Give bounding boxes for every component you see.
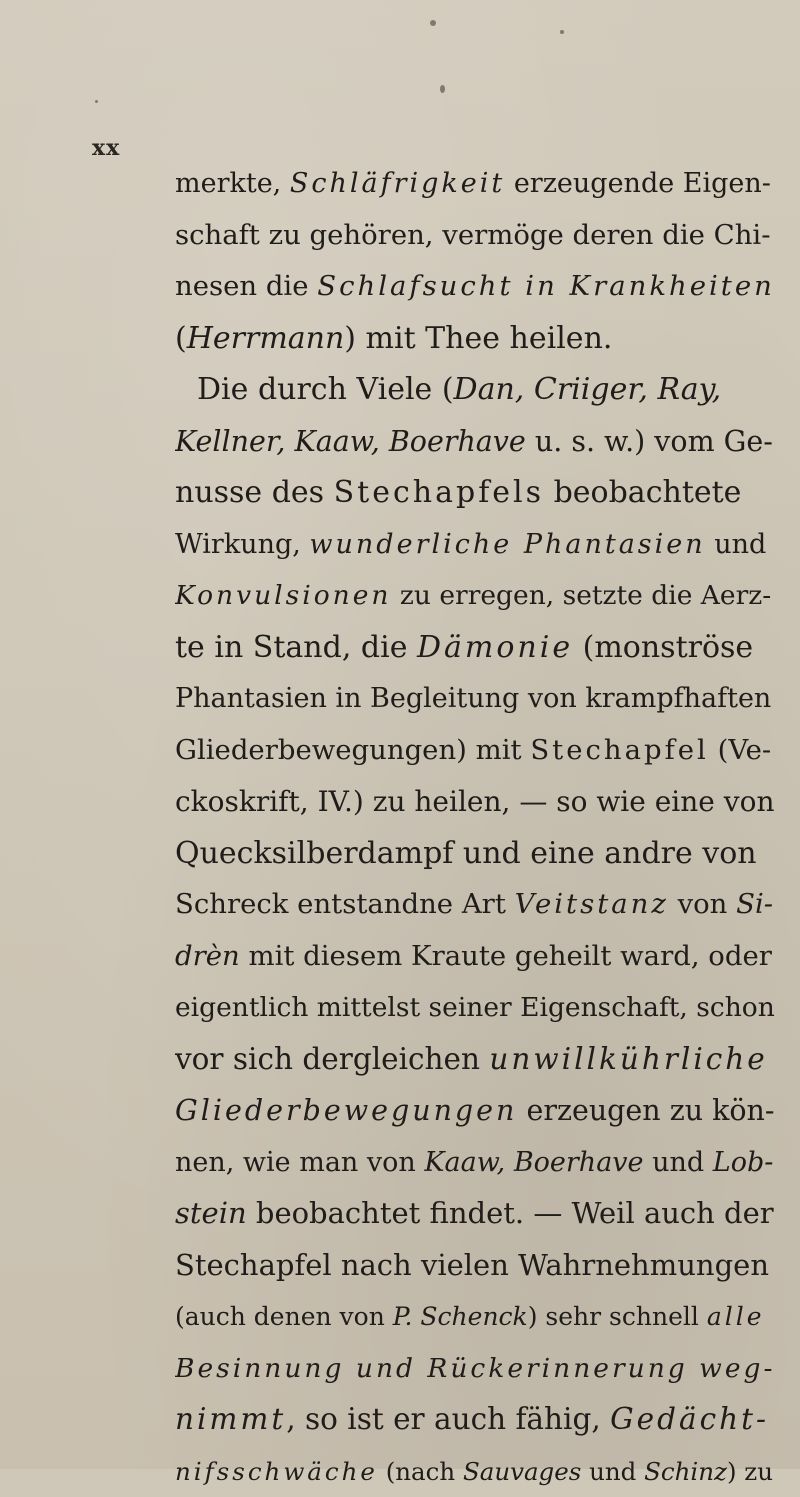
text-segment: Sauvages: [463, 1457, 581, 1486]
text-segment: Dämonie: [417, 630, 573, 665]
text-segment: Gliederbewegungen: [175, 1094, 517, 1127]
text-line: [175, 828, 775, 880]
text-segment: Dan, Criiger, Ray,: [454, 372, 722, 407]
text-segment: Lob-: [713, 1147, 774, 1178]
text-segment: ckoskrift, IV.) zu heilen, — so wie eine von: [175, 785, 774, 818]
text-segment: nen, wie man von: [175, 1147, 424, 1178]
text-line: [175, 1188, 775, 1240]
text-segment: Veitstanz: [515, 888, 669, 920]
text-line: [175, 1446, 775, 1497]
text-segment: (Ve-: [709, 734, 771, 766]
text-segment: mit diesem Kraute geheilt ward, oder: [240, 940, 772, 972]
text-segment: nesen die: [175, 270, 317, 302]
text-segment: ) mit Thee heilen.: [344, 321, 612, 356]
ink-speck: [560, 30, 564, 34]
text-segment: Phantasien in Begleitung von krampfhaften: [175, 683, 771, 714]
text-segment: (nach: [378, 1457, 463, 1486]
text-segment: Stechapfels: [334, 475, 544, 510]
text-line: [175, 1085, 775, 1137]
text-line: [175, 467, 775, 519]
text-segment: Gliederbewegungen) mit: [175, 734, 530, 766]
text-line: [175, 776, 775, 828]
ink-speck: [440, 85, 445, 93]
body-text: [175, 158, 775, 1497]
text-segment: Schreck entstandne Art: [175, 888, 515, 920]
text-segment: stein: [175, 1196, 247, 1230]
text-segment: eigentlich mittelst seiner Eigenschaft, schon: [175, 992, 775, 1023]
text-segment: (monströse: [573, 630, 753, 665]
text-segment: te in Stand, die: [175, 630, 417, 665]
text-segment: nifsschwäche: [175, 1457, 378, 1486]
text-segment: Si-: [736, 888, 773, 920]
text-line: [175, 364, 775, 416]
text-segment: Stechapfel: [530, 734, 709, 766]
text-line: [175, 261, 775, 313]
text-segment: P. Schenck: [393, 1302, 528, 1331]
text-line: [175, 158, 775, 210]
text-segment: unwillkührliche: [489, 1042, 767, 1076]
text-segment: u. s. w.) vom Ge-: [526, 425, 773, 458]
text-line: [175, 879, 775, 931]
text-segment: schaft zu gehören, vermöge deren die Chi-: [175, 219, 771, 251]
text-segment: erzeugende Eigen-: [505, 168, 771, 199]
text-segment: Schinz: [644, 1457, 727, 1486]
text-line: [175, 210, 775, 262]
text-segment: beobachtet findet. — Weil auch der: [247, 1196, 774, 1230]
text-segment: merkte,: [175, 168, 290, 199]
text-segment: ) zu: [727, 1457, 773, 1486]
text-line: [175, 1034, 775, 1086]
text-segment: Wirkung,: [175, 529, 309, 560]
text-segment: Kellner, Kaaw, Boerhave: [175, 425, 526, 458]
text-line: [175, 519, 775, 571]
text-line: [175, 931, 775, 983]
ink-speck: [430, 20, 436, 26]
text-segment: wunderliche Phantasien: [309, 529, 705, 560]
text-segment: erzeugen zu kön-: [517, 1094, 774, 1127]
text-line: [175, 673, 775, 725]
text-segment: (auch denen von: [175, 1302, 393, 1331]
text-line: [175, 622, 775, 674]
text-segment: Schlafsucht in Krankheiten: [317, 270, 775, 302]
text-line: [175, 725, 775, 777]
text-segment: Schläfrigkeit: [290, 168, 505, 199]
text-segment: Herrmann: [187, 321, 345, 356]
text-line: [175, 1343, 775, 1395]
text-segment: Gedächt-: [610, 1402, 769, 1436]
text-segment: Kaaw, Boerhave: [424, 1147, 643, 1178]
text-segment: Konvulsionen: [175, 580, 391, 611]
text-line: [175, 1240, 775, 1292]
text-line: [175, 982, 775, 1034]
text-segment: ) sehr schnell: [528, 1302, 707, 1331]
text-line: [175, 416, 775, 468]
text-segment: von: [669, 888, 736, 920]
text-line: [175, 1394, 775, 1446]
text-segment: vor sich dergleichen: [175, 1042, 489, 1076]
text-segment: Die durch Viele (: [197, 372, 454, 407]
text-line: [175, 1137, 775, 1189]
text-segment: Quecksilberdampf und eine andre von: [175, 836, 757, 871]
text-segment: nusse des: [175, 475, 334, 510]
text-line: [175, 1291, 775, 1343]
ink-speck: [95, 100, 98, 103]
text-segment: beobachtete: [544, 475, 741, 510]
text-segment: (: [175, 321, 187, 356]
text-segment: Stechapfel nach vielen Wahrnehmungen: [175, 1248, 769, 1282]
text-segment: alle: [707, 1302, 765, 1331]
text-line: [175, 570, 775, 622]
text-segment: und: [706, 529, 767, 560]
text-segment: nimmt: [175, 1402, 286, 1436]
text-segment: drèn: [175, 940, 240, 972]
text-segment: Besinnung und Rückerinnerung weg-: [175, 1353, 775, 1384]
text-segment: und: [581, 1457, 644, 1486]
text-segment: und: [644, 1147, 713, 1178]
text-segment: , so ist er auch fähig,: [286, 1402, 610, 1436]
text-segment: zu erregen, setzte die Aerz-: [391, 580, 771, 611]
signature-mark: xx: [92, 135, 120, 161]
text-line: [175, 313, 775, 365]
